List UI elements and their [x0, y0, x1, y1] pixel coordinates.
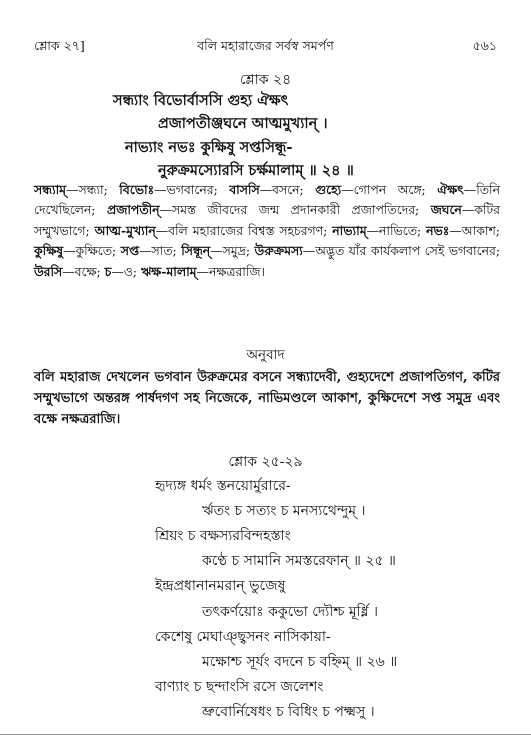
synonym-word: ঐক্ষৎ	[437, 182, 464, 197]
verse-25-29-title: শ্লোক ২৫-২৯	[228, 454, 303, 470]
verse-24-title: শ্লোক ২৪	[239, 72, 292, 88]
synonym-word: চ	[104, 263, 112, 279]
synonym-meaning: কটির সম্মুখভাগে;	[34, 202, 500, 238]
synonym-word: সন্ধ্যাম্‌	[34, 182, 67, 197]
verse-25-line-4: কণ্ঠে চ সামানি সমস্তরেফান্‌ ॥ ২৫ ॥	[202, 553, 396, 569]
synonym-word: কুক্ষিষু	[34, 243, 64, 259]
synonym-word: গুহ্যে	[315, 182, 342, 197]
synonym-meaning: বসনে;	[272, 182, 316, 197]
running-header	[34, 38, 497, 56]
synonym-meaning: অদ্ভুত যাঁর কার্যকলাপ সেই ভগবানের;	[315, 243, 500, 259]
header-chapter-title: বলি মহারাজের সর্বস্ব সমর্পণ	[197, 38, 334, 53]
synonym-meaning: তিনি দেখেছিলেন;	[34, 182, 500, 218]
verse-25-line-3: শ্রিয়ং চ বক্ষস্যরবিন্দহস্তাং	[155, 528, 291, 544]
verse-25-line-1: হৃদ্যঙ্গ ধর্মং স্তনয়োর্মুরারে-	[155, 478, 291, 494]
synonym-word: বিভোঃ	[119, 182, 155, 197]
synonym-meaning: সাত;	[151, 243, 182, 259]
synonym-word: উরসি	[34, 263, 63, 279]
synonym-meaning: ভগবানের;	[166, 182, 230, 197]
synonyms-paragraph: সন্ধ্যাম্‌—সন্ধ্যা; বিভোঃ—ভগবানের; বাসসি—বসনে; গুহ্যে—গোপন অঙ্গে; ঐক্ষৎ—তিনি দেখেছিলেন; প্রজাপতীন্‌—সমস্ত জীবদের জন্ম প্রদানকারী প্রজাপতিদের; জঘনে—কটির সম্মুখভাগে; আত্ম-মুখ্যান্‌—বলি মহারাজের বিশ্বস্ত সহচরগণ; নাভ্যাম্‌—নাভিতে; নভঃ—আকাশ; কুক্ষিষু—কুক্ষিতে; সপ্ত—সাত; সিন্ধূন্‌—সমুদ্র; উরুক্রমস্য—অদ্ভুত যাঁর কার্যকলাপ সেই ভগবানের; উরসি—বক্ষে; চ—ও; ঋক্ষ-মালাম্‌—নক্ষত্ররাজি।	[34, 182, 500, 279]
synonym-meaning: বলি মহারাজের বিশ্বস্ত সহচরগণ;	[168, 222, 333, 238]
synonym-word: ঋক্ষ-মালাম্‌	[140, 263, 197, 279]
page-bottom-edge	[0, 734, 531, 735]
synonym-meaning: নাভিতে;	[378, 222, 427, 238]
verse-24-line-3: নাভ্যাং নভঃ কুক্ষিষু সপ্তসিন্ধূ-	[125, 139, 293, 156]
verse-25-line-2: র্ঋতং চ সত্যং চ মনস্যথেন্দুম্‌ ।	[202, 503, 366, 519]
synonym-meaning: নক্ষত্ররাজি।	[208, 263, 265, 279]
verse-26-line-4: মক্ষোশ্চ সূর্যং বদনে চ বহ্নিম্‌ ॥ ২৬ ॥	[202, 654, 398, 670]
verse-26-line-1: ইন্দ্রপ্রধানানমরান্‌ ভুজেষু	[155, 578, 286, 594]
synonym-word: নভঃ	[426, 222, 450, 238]
synonym-meaning: আকাশ;	[461, 222, 500, 238]
synonym-meaning: সমস্ত জীবদের জন্ম প্রদানকারী প্রজাপতিদের;	[171, 202, 431, 218]
synonym-meaning: সমুদ্র;	[222, 243, 255, 259]
synonym-meaning: কুক্ষিতে;	[75, 243, 121, 259]
verse-27-line-2: ভ্রুবোর্নিষেধং চ বিধিং চ পক্ষ্মসু ।	[202, 704, 375, 720]
verse-24-line-2: প্রজাপতীঞ্জঘনে আত্মমুখ্যান্‌ ।	[158, 115, 328, 132]
page-number: ৫৬১	[472, 38, 497, 53]
verse-26-line-3: কেশেষু মেঘাঞ্ছ্বসনং নাসিকায়া-	[155, 629, 331, 645]
synonym-meaning: সন্ধ্যা;	[78, 182, 120, 197]
header-verse-ref: শ্লোক ২৭]	[34, 38, 85, 53]
verse-24-line-4: নুরুক্রমস্যোরসি চর্ক্ষমালাম্‌ ॥ ২৪ ॥	[158, 162, 354, 179]
synonym-word: আত্ম-মুখ্যান্‌	[94, 222, 156, 238]
synonym-meaning: বক্ষে;	[74, 263, 105, 279]
verse-26-line-2: তৎকর্ণয়োঃ ককুভো দ্যৌশ্চ মূর্ধ্নি ।	[202, 604, 378, 620]
synonym-word: বাসসি	[229, 182, 260, 197]
synonym-word: জঘনে	[430, 202, 462, 218]
verse-24-line-1: সন্ধ্যাং বিভোর্বাসসি গুহ্য ঐক্ষৎ	[113, 92, 289, 109]
verse-27-line-1: বাণ্যাং চ ছন্দাংসি রসে জলেশং	[155, 679, 324, 695]
synonym-word: প্রজাপতীন্‌	[106, 202, 160, 218]
synonym-meaning: গোপন অঙ্গে;	[353, 182, 438, 197]
synonym-word: উরুক্রমস্য	[254, 243, 303, 259]
synonym-word: সপ্ত	[120, 243, 140, 259]
translation-heading: অনুবাদ	[246, 347, 285, 363]
synonym-word: সিন্ধূন্‌	[181, 243, 211, 259]
translation-text: বলি মহারাজ দেখলেন ভগবান উরুক্রমের বসনে সন্ধ্যাদেবী, গুহ্যদেশে প্রজাপতিগণ, কটির সম্মুখভাগে অন্তরঙ্গ পার্ষদগণ সহ নিজেকে, নাভিমণ্ডলে আকাশ, কুক্ষিদেশে সপ্ত সমুদ্র এবং বক্ষে নক্ষত্ররাজি।	[34, 370, 500, 427]
synonym-meaning: ও;	[123, 263, 141, 279]
synonym-word: নাভ্যাম্‌	[332, 222, 367, 238]
